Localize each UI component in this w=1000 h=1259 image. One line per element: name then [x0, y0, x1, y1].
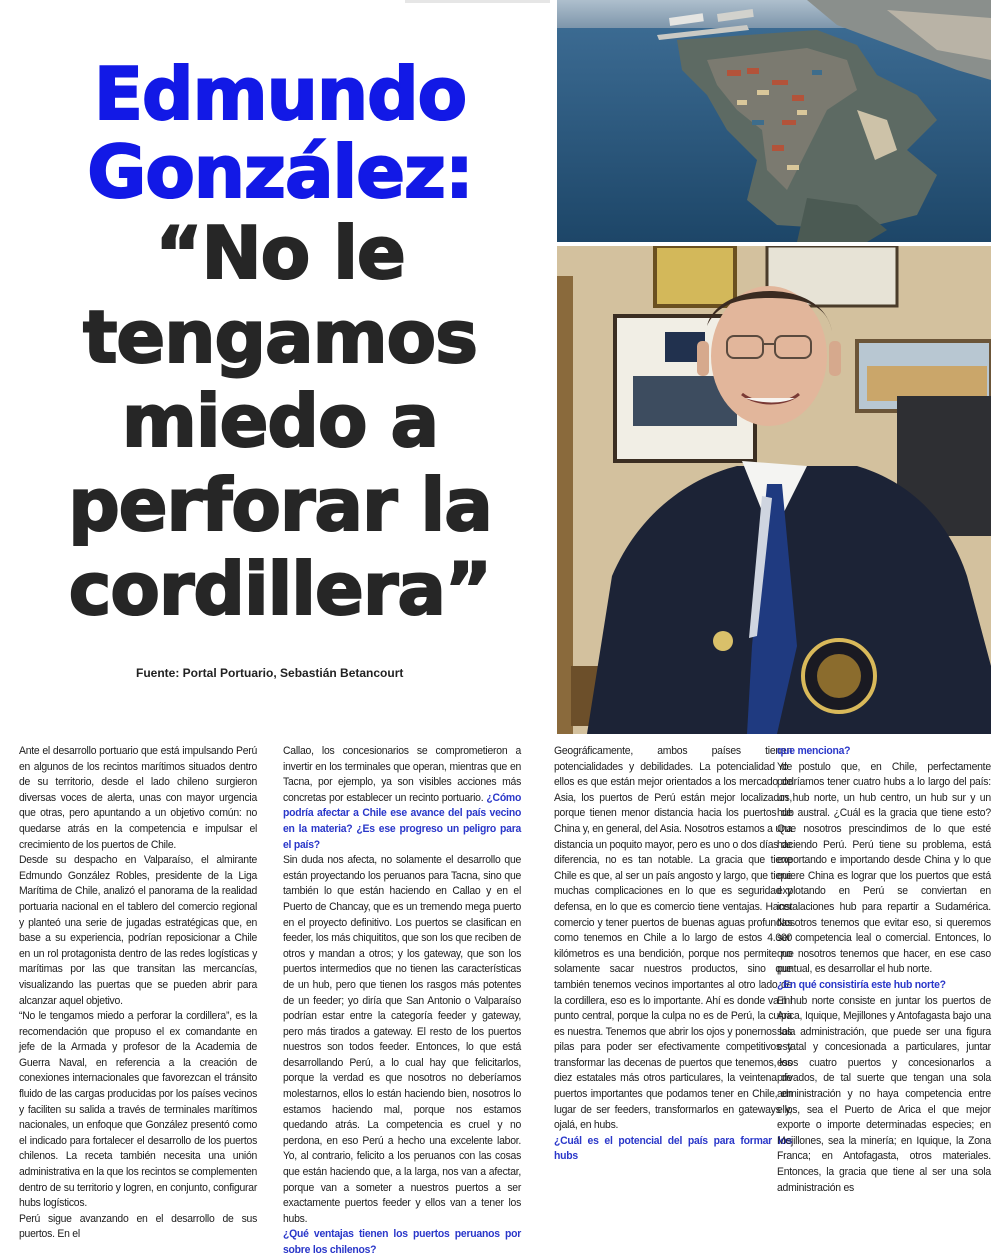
headline — [40, 52, 520, 631]
article-column-2 — [283, 744, 521, 1259]
article-column-1 — [19, 744, 257, 1243]
interview-question: ¿Cómo podría afectar a Chile ese avance del país vecino en la materia? ¿Es ese progreso un peligro para el país? — [283, 791, 522, 851]
top-rule — [405, 0, 550, 3]
headline-quote-line-2: tengamos — [83, 295, 477, 379]
source-credit: Fuente: Portal Portuario, Sebastián Betancourt — [136, 666, 404, 680]
article-column-4 — [777, 744, 991, 1196]
headline-quote-line-4: perforar la — [68, 463, 492, 547]
portrait-illustration — [557, 246, 991, 734]
headline-quote-line-5: cordillera” — [68, 547, 492, 631]
article-body — [19, 744, 991, 1256]
paragraph: El hub norte consiste en juntar los puertos de Arica, Iquique, Mejillones y Antofagasta bajo una sola administración, que puede ser una figura estatal y concesionada a particulares, juntar esos cuatro puertos y concesionarlos a privados, de tal suerte que tengan una sola administración y no haya competencia entre ellos, sea el Puerto de Arica el que mejor exporte o importe determinadas especies; en Mejillones, sea la minería; en Iquique, la Zona Franca; en Antofagasta, otros materiales. Entonces, la gracia que tiene al ser una sola administración es — [777, 994, 991, 1194]
paragraph: Desde su despacho en Valparaíso, el almirante Edmundo González Robles, presidente de la Liga Marítima de Chile, analizó el panorama de la realidad portuaria nacional en el tablero del comercio regional y planteó una serie de jugadas estratégicas que, en base a su experiencia, podrían reposicionar a Chile en un rol protagonista dentro de las redes logísticas y marítimas por las que transitan las mercancías, visualizando las puertas que se pueden abrir para alcanzar aquel objetivo. — [19, 854, 258, 1007]
interview-question: ¿En qué consistiría este hub norte? — [777, 978, 946, 991]
paragraph: Ante el desarrollo portuario que está impulsando Perú en algunos de los recintos marítimos situados dentro de su territorio, desde el lado chileno surgieron diversas voces de alerta, unas con mayor urgencia que otras, pero apuntando a un objetivo común: no quedarse atrás en la competencia e impulsar el crecimiento de los puertos de Chile. — [19, 745, 258, 851]
aerial-port-illustration — [557, 0, 991, 242]
paragraph: Yo postulo que, en Chile, perfectamente podríamos tener cuatro hubs a lo largo del país: un hub norte, un hub centro, un hub sur y un hub austral. ¿Cuál es la gracia que tiene esto? Que nosotros prescindimos de lo que esté haciendo Perú. Perú tiene su problema, está exportando e importando desde China y lo que quiere China es lograr que los puertos que está explotando en Perú se conviertan en instalaciones hub para repartir a Sudamérica. Nosotros tenemos que evitar eso, si queremos ser competencia leal o comercial. Entonces, lo que nosotros tenemos que hacer, en ese caso puntual, es desarrollar el hub norte. — [777, 760, 991, 976]
aerial-port-photo — [557, 0, 991, 242]
interview-question: que menciona? — [777, 745, 851, 757]
headline-quote-line-3: miedo a — [121, 379, 439, 463]
paragraph: Perú sigue avanzando en el desarrollo de sus puertos. En el — [19, 1212, 258, 1241]
interview-question: ¿Cuál es el potencial del país para formar los hubs — [554, 1134, 793, 1163]
paragraph: Geográficamente, ambos países tienen potencialidades y debilidades. La potencialidad de ellos es que están mejor orientados a los mercado de Asia, los puertos de Perú están mejor localizados, porque tienen menor distancia hacia los puertos de China y, en general, del Asia. Nosotros estamos a una distancia un poquito mayor, pero es uno o dos días de diferencia, no es tan notable. La gracia que tiene Chile es que, al ser un país angosto y largo, que tiene muchas complicaciones en lo que es seguridad y defensa, en lo que es comercio tiene ventajas. Hacer comercio y tener puertos de buenas aguas profundas como tenemos en Chile a lo largo de estos 4.000 kilómetros es una bendición, porque nos permite no solamente sacar nuestros productos, sino que también tenemos vecinos importantes al otro lado de la cordillera, eso es lo importante. Ahí es donde va mi punto central, porque la culpa no es de Perú, la culpa es nuestra. Tenemos que abrir los ojos y ponernos las pilas para poder ser efectivamente competitivos y transformar las decenas de puertos que tenemos, los diez estatales más otros particulares, la veintena de puertos importantes que podamos tener en Chile, en lugar de ser feeders, transformarlos en gateways y, ojalá, en hubs. — [554, 745, 793, 1132]
article-column-3 — [554, 744, 792, 1165]
paragraph: “No le tengamos miedo a perforar la cordillera”, es la recomendación que propuso el ex comandante en jefe de la Armada y profesor de la Academia de Guerra Naval, en referencia a la creación de conexiones internacionales que favorezcan el tránsito fluido de las cargas producidas por los países vecinos y faciliten su salida a través de terminales marítimos nacionales, un enfoque que González presentó como el indicado para fortalecer el desarrollo de los puertos chilenos. La receta también necesita una unión administrativa en la que los recintos se complementen dentro de su territorio y logren, en conjunto, configurar hubs logísticos. — [19, 1010, 258, 1210]
paragraph-text: Callao, los concesionarios se comprometieron a invertir en los terminales que operan, mientras que en Tacna, por ejemplo, ya son visibles acciones más concretas por establecer un recinto portuario. — [283, 745, 522, 804]
headline-quote-line-1: “No le — [155, 211, 405, 295]
paragraph: Sin duda nos afecta, no solamente el desarrollo que están proyectando los peruanos para Tacna, sino que también lo que están haciendo en Callao y en el Puerto de Chancay, que es un tremendo mega puerto en el proyecto definitivo. Los puertos se clasifican en feeder, los más chiquititos, que son los que reciben de otros y mandan a otros; y los gateway, que son los puertos intermedios que no tienen las características de un hub, pero que tienen los rasgos más potentes de un feeder; yo diría que San Antonio o Valparaíso podrían estar entre la categoría feeder y gateway, pero más tirados a gateway. El resto de los puertos nuestros son todos feeder. Entonces, lo que está desarrollando Perú, a lo cual hay que felicitarlos, porque la verdad es que nosotros no deberíamos molestarnos, ellos lo están haciendo bien, nosotros lo estamos haciendo mal, porque nos estamos quedando atrás. La competencia es cruel y no perdona, en eso Perú a hecho una excelente labor. Yo, al contrario, felicito a los peruanos con las cosas que están haciendo que, a la larga, nos van a afectar, porque van a someter a nuestros puertos a ser exactamente puertos feeder y ellos van a tener los hubs. — [283, 854, 522, 1225]
interview-question: ¿Qué ventajas tienen los puertos peruanos por sobre los chilenos? — [283, 1228, 522, 1256]
portrait-photo — [557, 246, 991, 734]
headline-name-line-2: González: — [87, 130, 473, 214]
headline-name-line-1: Edmundo — [93, 52, 467, 136]
paragraph — [283, 744, 521, 853]
